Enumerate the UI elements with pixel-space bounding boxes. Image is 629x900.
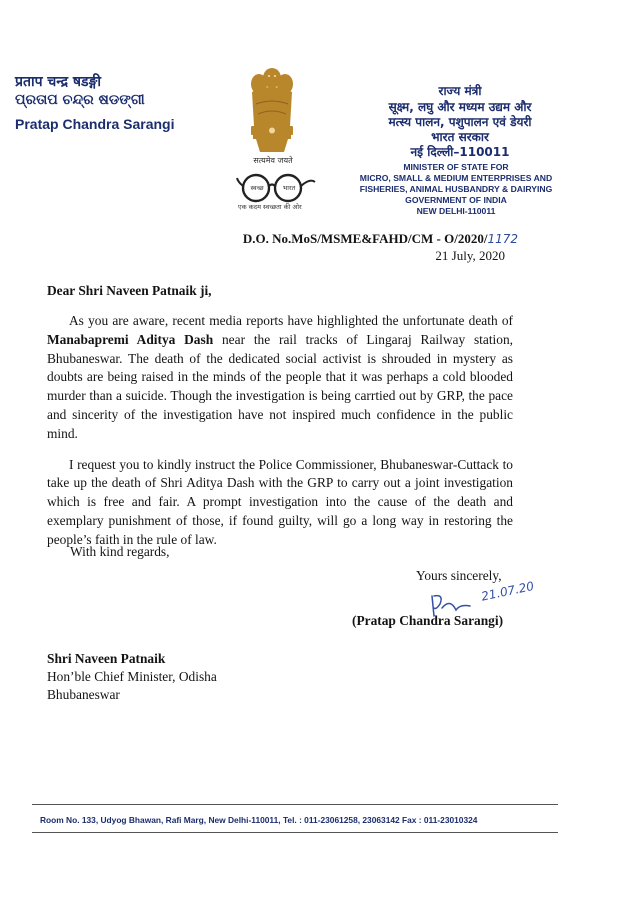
signatory-name: (Pratap Chandra Sarangi) (352, 613, 504, 628)
swachh-left-text: स्वच्छ (250, 184, 264, 192)
signature-date: 21.07.20 (480, 578, 536, 604)
deceased-name: Manabapremi Aditya Dash (47, 331, 214, 347)
english-title-line-4: GOVERNMENT OF INDIA (405, 195, 507, 205)
footer-address: Room No. 133, Udyog Bhawan, Rafi Marg, New Delhi-110011, Tel. : 011-23061258, 23063142 Fax : 011-23010324 (40, 815, 478, 825)
english-title-line-1: MINISTER OF STATE FOR (403, 162, 509, 172)
para1-rest: near the rail tracks of Lingaraj Railway station, Bhubaneswar. The death of the dedicated social activist is shrouded in mystery as doubts are being raised in the minds of the people that it was perhaps a cold blooded murder than a suicide. Though the investigation is being carrtied out by GRP, the pace and sincerity of the investigation have not inspired much confidence in the public mind. (47, 331, 513, 441)
hindi-title-line-5: नई दिल्ली–110011 (410, 145, 510, 159)
hindi-title-line-1: राज्य मंत्री (438, 84, 482, 98)
letter-body (47, 312, 513, 550)
handwritten-reference-number: 1172 (487, 232, 518, 246)
para1-lead: As you are aware, recent media reports have highlighted the unfortunate death of (69, 313, 513, 328)
paragraph-2: I request you to kindly instruct the Police Commissioner, Bhubaneswar-Cuttack to take up the death of Shri Aditya Dash with the GRP to carry out a joint investigation which is free and fair. A prompt investigation into the cause of the death and exemplary punishment of those, if found guilty, will go a long way in restoring the people’s faith in the rule of law. (47, 456, 513, 547)
swachh-tagline: एक कदम स्वच्छता की ओर (238, 203, 302, 211)
salutation: Dear Shri Naveen Patnaik ji, (47, 283, 212, 298)
reference-number (243, 231, 518, 247)
english-title-line-5: NEW DELHI-110011 (416, 206, 496, 216)
regards: With kind regards, (70, 544, 170, 559)
letter-date: 21 July, 2020 (435, 248, 505, 263)
english-title-block (336, 162, 576, 217)
national-emblem-icon (246, 64, 298, 164)
name-english: Pratap Chandra Sarangi (15, 116, 175, 132)
hindi-title-line-3: मत्स्य पालन, पशुपालन एवं डेयरी (388, 115, 532, 129)
recipient-designation: Hon’ble Chief Minister, Odisha (47, 669, 217, 684)
hindi-title-line-2: सूक्ष्म, लघु और मध्यम उद्यम और (388, 100, 532, 114)
swachh-right-text: भारत (282, 184, 296, 192)
english-title-line-2: MICRO, SMALL & MEDIUM ENTERPRISES AND (359, 173, 553, 183)
name-odia: ପ୍ରତାପ ଚନ୍ଦ୍ର ଷଡଙ୍ଗୀ (15, 92, 145, 108)
reference-prefix: D.O. No.MoS/MSME&FAHD/CM - O/2020/ (242, 231, 488, 246)
emblem-motto: सत्यमेव जयते (253, 156, 293, 165)
yours-sincerely: Yours sincerely, (416, 568, 502, 583)
recipient-block (47, 650, 217, 704)
english-title-line-3: FISHERIES, ANIMAL HUSBANDRY & DAIRYING (359, 184, 553, 194)
hindi-title-line-4: भारत सरकार (431, 130, 489, 144)
footer-rule-bottom (32, 832, 558, 833)
paragraph-1 (47, 312, 513, 444)
name-hindi: प्रताप चन्द्र षडङ्गी (15, 74, 101, 90)
recipient-city: Bhubaneswar (47, 687, 120, 702)
recipient-name: Shri Naveen Patnaik (47, 651, 166, 666)
footer-rule-top (32, 804, 558, 805)
